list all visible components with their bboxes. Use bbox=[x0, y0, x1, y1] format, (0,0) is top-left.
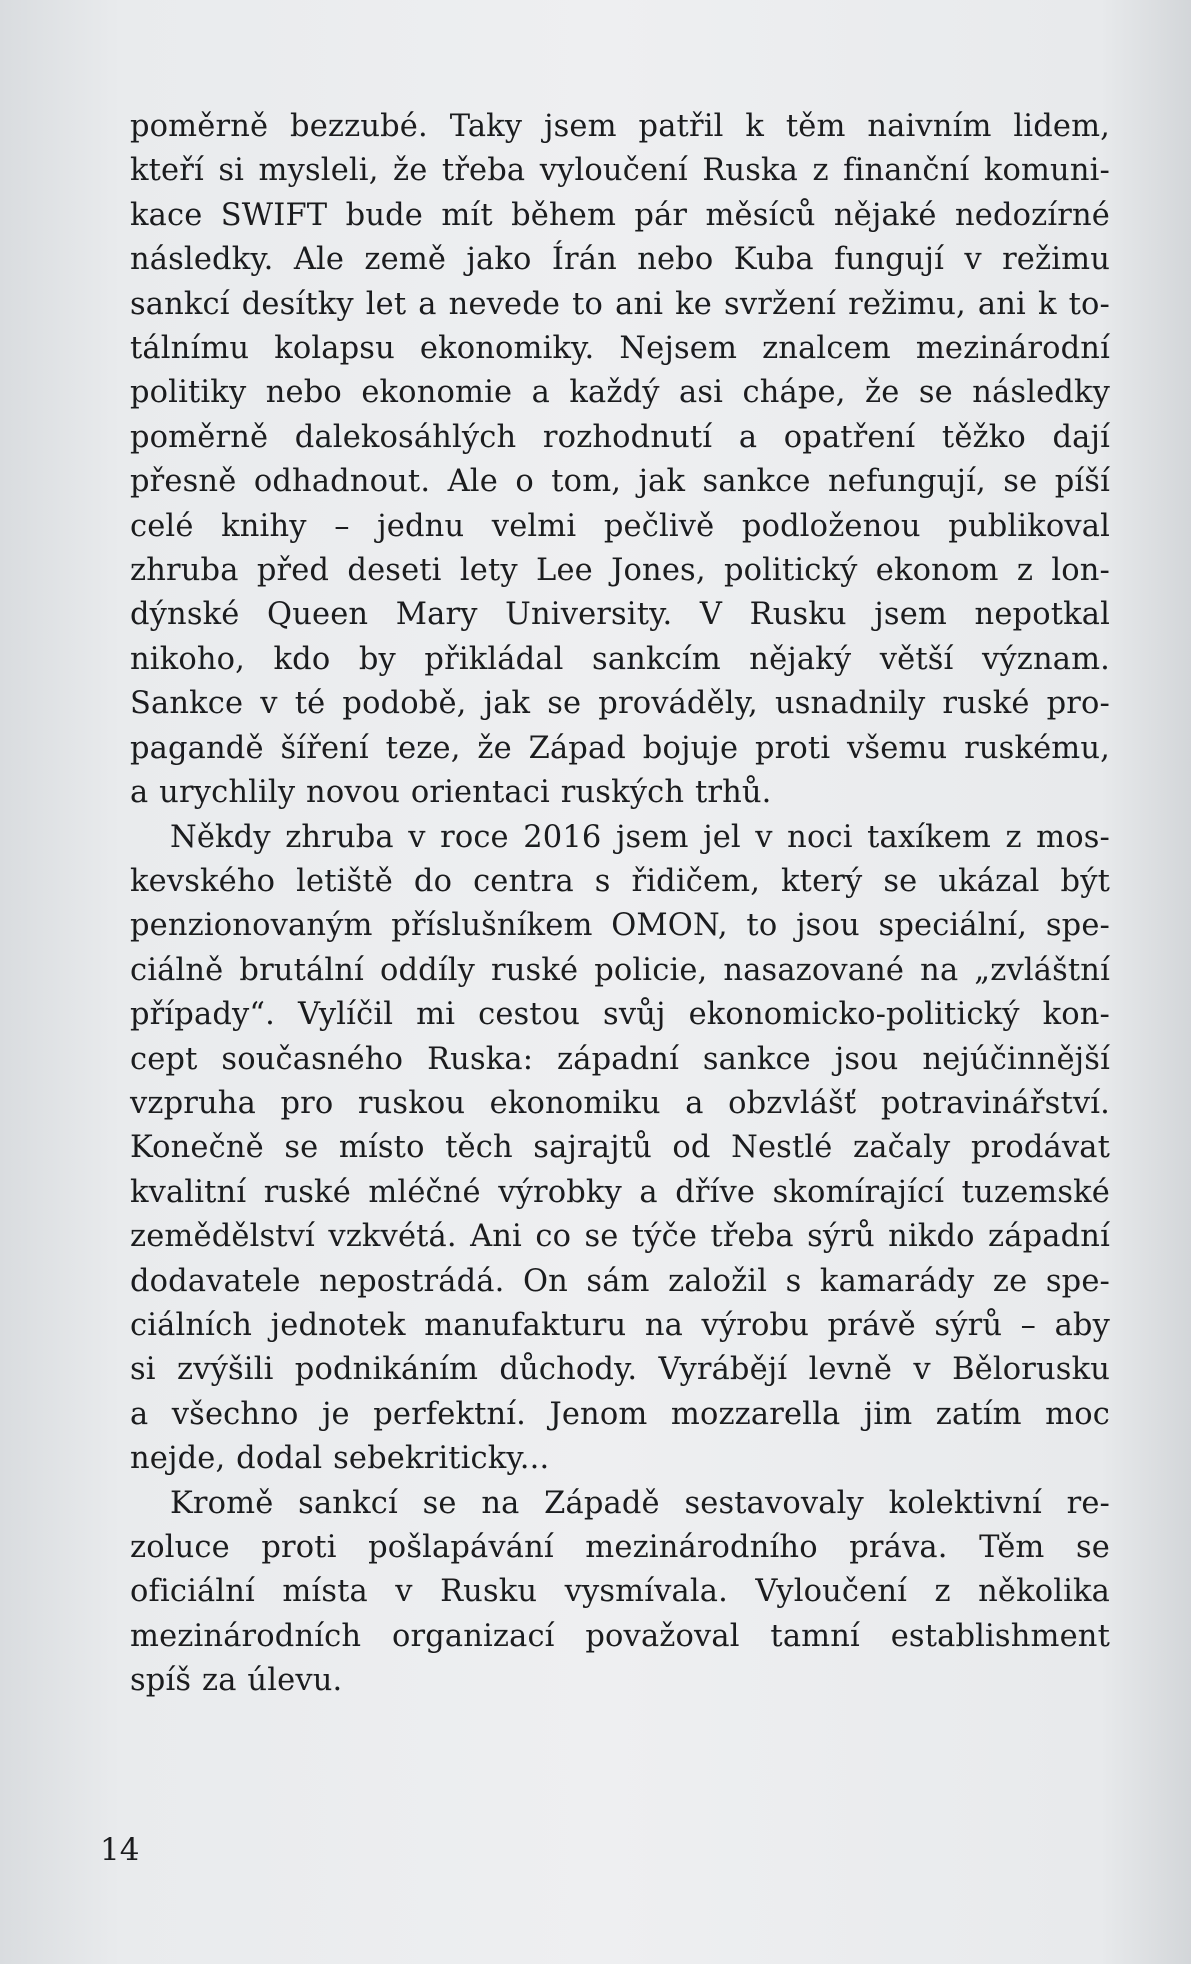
text-line: poměrně bezzubé. Taky jsem patřil k těm naivním lidem, bbox=[130, 109, 1110, 144]
text-line: nikoho, kdo by přikládal sankcím nějaký větší význam. bbox=[130, 641, 1110, 677]
text-line: Konečně se místo těch sajrajtů od Nestlé začaly prodávat bbox=[130, 1130, 1110, 1166]
text-line: penzionovaným příslušníkem OMON, to jsou speciální, spe- bbox=[130, 908, 1110, 944]
text-line: tálnímu kolapsu ekonomiky. Nejsem znalcem mezinárodní bbox=[130, 331, 1110, 367]
text-line: si zvýšili podnikáním důchody. Vyrábějí levně v Bělorusku bbox=[130, 1352, 1110, 1388]
text-line: dýnské Queen Mary University. V Rusku jsem nepotkal bbox=[130, 597, 1110, 633]
text-line: dodavatele nepostrádá. On sám založil s kamarády ze spe- bbox=[130, 1263, 1110, 1299]
text-line: politiky nebo ekonomie a každý asi chápe, že se následky bbox=[130, 375, 1110, 411]
text-line: kevského letiště do centra s řidičem, který se ukázal být bbox=[130, 863, 1110, 899]
body-text bbox=[130, 105, 1110, 1704]
text-line: zhruba před deseti lety Lee Jones, politický ekonom z lon- bbox=[130, 553, 1110, 589]
text-line: sankcí desítky let a nevede to ani ke svržení režimu, ani k to- bbox=[130, 286, 1110, 322]
text-line: kteří si mysleli, že třeba vyloučení Ruska z finanční komuni- bbox=[130, 153, 1110, 189]
text-line: a urychlily novou orientaci ruských trhů. bbox=[130, 775, 772, 811]
text-line: vzpruha pro ruskou ekonomiku a obzvlášť potravinářství. bbox=[130, 1085, 1110, 1121]
text-line: oficiální místa v Rusku vysmívala. Vyloučení z několika bbox=[130, 1574, 1110, 1610]
text-line: přesně odhadnout. Ale o tom, jak sankce nefungují, se píší bbox=[130, 464, 1110, 500]
text-line: cept současného Ruska: západní sankce jsou nejúčinnější bbox=[130, 1041, 1110, 1077]
page-number: 14 bbox=[100, 1832, 140, 1868]
text-line: a všechno je perfektní. Jenom mozzarella jim zatím moc bbox=[130, 1396, 1110, 1432]
text-line: zemědělství vzkvétá. Ani co se týče třeba sýrů nikdo západní bbox=[130, 1219, 1110, 1255]
text-line: ciálně brutální oddíly ruské policie, nasazované na „zvláštní bbox=[130, 952, 1110, 988]
text-line: pagandě šíření teze, že Západ bojuje proti všemu ruskému, bbox=[130, 730, 1110, 766]
text-line: ciálních jednotek manufakturu na výrobu právě sýrů – aby bbox=[130, 1307, 1110, 1343]
text-line: spíš za úlevu. bbox=[130, 1663, 343, 1699]
text-line: nejde, dodal sebekriticky... bbox=[130, 1441, 550, 1477]
text-line: Sankce v té podobě, jak se prováděly, usnadnily ruské pro- bbox=[130, 686, 1110, 722]
text-line: Někdy zhruba v roce 2016 jsem jel v noci taxíkem z mos- bbox=[170, 819, 1110, 855]
text-line: zoluce proti pošlapávání mezinárodního práva. Těm se bbox=[130, 1530, 1110, 1565]
text-line: celé knihy – jednu velmi pečlivě podloženou publikoval bbox=[130, 508, 1110, 544]
text-line: Kromě sankcí se na Západě sestavovaly kolektivní re- bbox=[170, 1485, 1110, 1521]
text-line: kace SWIFT bude mít během pár měsíců nějaké nedozírné bbox=[130, 197, 1110, 233]
text-line: poměrně dalekosáhlých rozhodnutí a opatření těžko dají bbox=[130, 419, 1110, 455]
text-line: následky. Ale země jako Írán nebo Kuba fungují v režimu bbox=[130, 242, 1110, 278]
text-line: případy“. Vylíčil mi cestou svůj ekonomicko-politický kon- bbox=[130, 997, 1110, 1033]
text-line: mezinárodních organizací považoval tamní establishment bbox=[130, 1618, 1110, 1654]
text-line: kvalitní ruské mléčné výrobky a dříve skomírající tuzemské bbox=[130, 1174, 1110, 1210]
